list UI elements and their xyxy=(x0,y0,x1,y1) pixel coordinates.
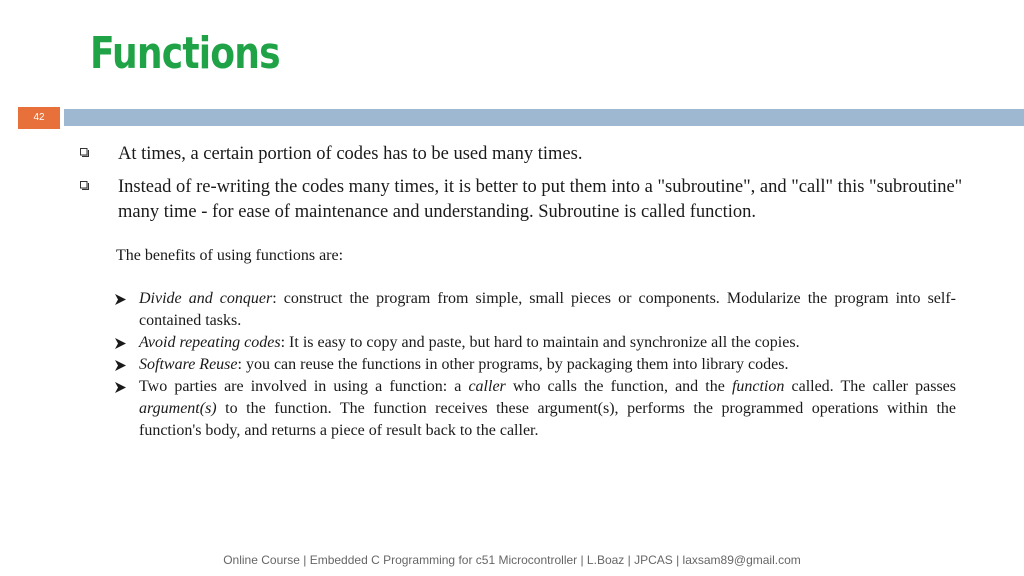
benefits-list xyxy=(114,288,956,442)
arrow-bullet-icon xyxy=(114,381,127,394)
item-text: : you can reuse the functions in other programs, by packaging them into library codes. xyxy=(237,356,789,373)
item-term-function: function xyxy=(731,378,785,395)
benefits-heading: The benefits of using functions are: xyxy=(116,247,344,264)
list-item xyxy=(114,288,956,332)
arrow-bullet-icon xyxy=(114,337,127,350)
title-underline-bar xyxy=(64,109,1024,126)
item-text: to the function. The function receives these argument(s), performs the programmed operations within the function's body, and returns a piece of result back to the caller. xyxy=(139,400,956,439)
item-term-caller: caller xyxy=(468,378,506,395)
bullet-text: At times, a certain portion of codes has to be used many times. xyxy=(118,144,583,164)
arrow-bullet-icon xyxy=(114,359,127,372)
slide-footer: Online Course | Embedded C Programming for c51 Microcontroller | L.Boaz | JPCAS | laxsam89@gmail.com xyxy=(223,553,801,567)
item-text: Two parties are involved in using a function: a xyxy=(139,378,469,395)
item-lead: Divide and conquer xyxy=(139,290,273,307)
list-item xyxy=(114,376,956,442)
item-lead: Avoid repeating codes xyxy=(139,334,281,351)
list-item xyxy=(114,332,956,354)
slide-title: Functions xyxy=(90,28,280,79)
item-lead: Software Reuse xyxy=(139,356,238,373)
slide-number: 42 xyxy=(18,107,60,129)
hollow-square-bullet-icon xyxy=(80,181,89,190)
item-term-arguments: argument(s) xyxy=(139,400,217,417)
arrow-bullet-icon xyxy=(114,293,127,306)
item-text: who calls the function, and the xyxy=(505,378,732,395)
item-text: : It is easy to copy and paste, but hard to maintain and synchronize all the copies. xyxy=(280,334,800,351)
item-text: : construct the program from simple, small pieces or components. Modularize the program into self-contained tasks. xyxy=(139,290,957,329)
bullet-text: Instead of re-writing the codes many times, it is better to put them into a "subroutine", and "call" this "subroutine" many time - for ease of maintenance and understanding. Subroutine is called function. xyxy=(118,177,963,222)
item-text: called. The caller passes xyxy=(784,378,956,395)
list-item xyxy=(114,354,956,376)
hollow-square-bullet-icon xyxy=(80,148,89,157)
